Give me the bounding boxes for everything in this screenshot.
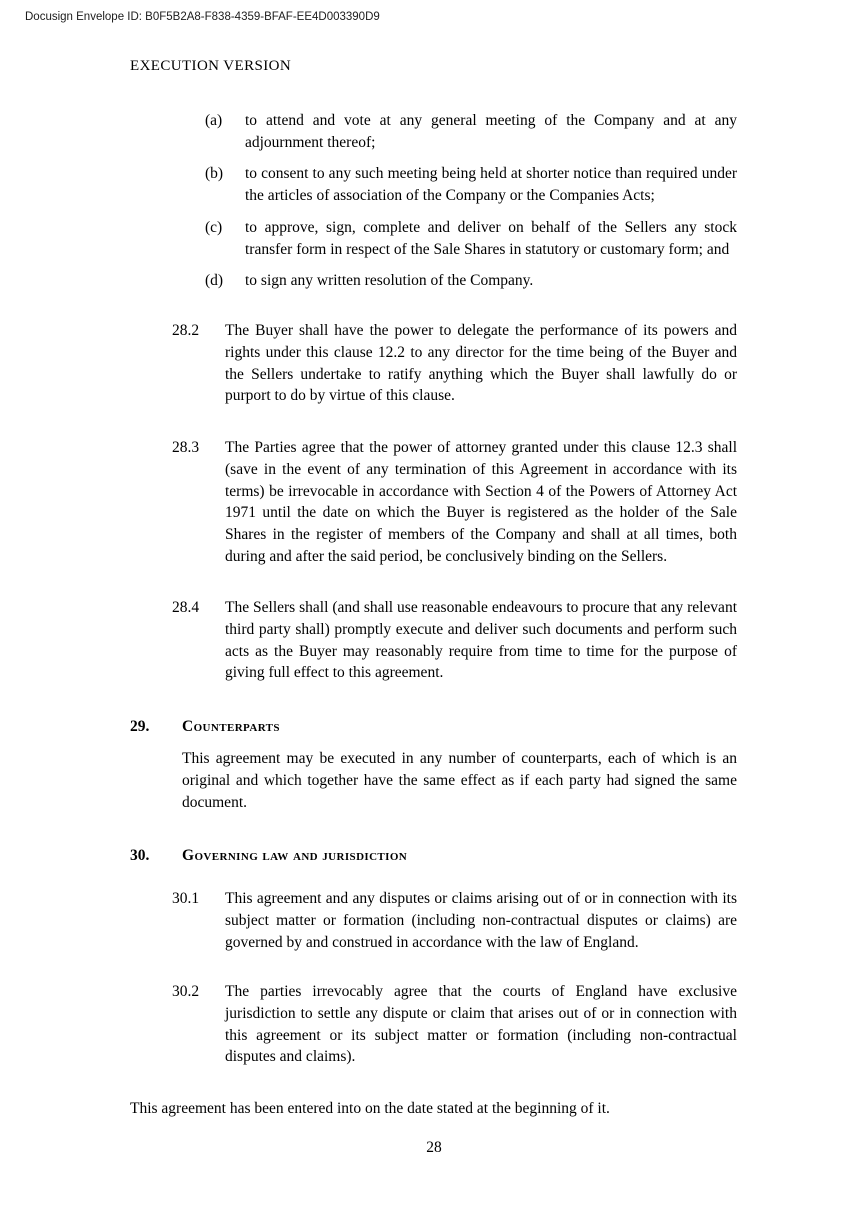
subclause-b <box>205 163 737 207</box>
subclause-c <box>205 217 737 261</box>
subclause-label: (b) <box>205 165 224 182</box>
closing-statement: This agreement has been entered into on the date stated at the beginning of it. <box>130 1100 610 1117</box>
docusign-envelope-id: Docusign Envelope ID: B0F5B2A8-F838-4359-BFAF-EE4D003390D9 <box>25 11 380 23</box>
subclause-d <box>205 270 737 292</box>
clause-28-2 <box>172 320 737 407</box>
subclause-text: to approve, sign, complete and deliver on behalf of the Sellers any stock transfer form in respect of the Sale Shares in statutory or customary form; and <box>245 219 737 258</box>
subclause-label: (a) <box>205 112 223 129</box>
subclause-text: to consent to any such meeting being held at shorter notice than required under the articles of association of the Company or the Companies Acts; <box>245 165 737 204</box>
clause-number: 30.2 <box>172 983 200 1000</box>
clause-number: 28.4 <box>172 599 200 616</box>
subclause-text: to attend and vote at any general meeting of the Company and at any adjournment thereof; <box>245 112 737 151</box>
clause-number: 28.3 <box>172 439 200 456</box>
clause-30-2 <box>172 981 737 1068</box>
clause-text: The Buyer shall have the power to delegate the performance of its powers and rights under this clause 12.2 to any director for the time being of the Buyer and the Sellers undertake to ratify anything which the Buyer shall lawfully do or purport to do by virtue of this clause. <box>225 322 737 405</box>
execution-version-label: EXECUTION VERSION <box>130 58 292 74</box>
subclause-label: (c) <box>205 219 223 236</box>
section-number: 30. <box>130 847 150 864</box>
clause-28-3 <box>172 437 737 568</box>
clause-30-1 <box>172 888 737 953</box>
section-title: Governing law and jurisdiction <box>182 847 408 864</box>
clause-text: The parties irrevocably agree that the courts of England have exclusive jurisdiction to settle any dispute or claim that arises out of or in connection with this agreement or its subject matter or formation (including non-contractual disputes and claims). <box>225 983 737 1066</box>
subclause-a <box>205 110 737 154</box>
subclause-text: to sign any written resolution of the Company. <box>245 272 534 289</box>
section-29-heading <box>130 716 737 738</box>
subclause-label: (d) <box>205 272 224 289</box>
section-30-heading <box>130 845 737 867</box>
clause-28-4 <box>172 597 737 684</box>
section-29-paragraph: This agreement may be executed in any number of counterparts, each of which is an original and which together have the same effect as if each party had signed the same document. <box>182 750 737 811</box>
page-number: 28 <box>426 1139 442 1156</box>
clause-number: 30.1 <box>172 890 200 907</box>
clause-text: This agreement and any disputes or claims arising out of or in connection with its subject matter or formation (including non-contractual disputes or claims) are governed by and construed in accordance with the law of England. <box>225 890 737 951</box>
clause-text: The Parties agree that the power of attorney granted under this clause 12.3 shall (save in the event of any termination of this Agreement in accordance with its terms) be irrevocable in accordance with Section 4 of the Powers of Attorney Act 1971 until the date on which the Buyer is registered as the holder of the Sale Shares in the register of members of the Company and shall at all times, both during and after the said period, be conclusively binding on the Sellers. <box>225 439 737 565</box>
section-number: 29. <box>130 718 150 735</box>
clause-number: 28.2 <box>172 322 200 339</box>
clause-text: The Sellers shall (and shall use reasonable endeavours to procure that any relevant third party shall) promptly execute and deliver such documents and perform such acts as the Buyer may reasonably require from time to time for the purpose of giving full effect to this agreement. <box>225 599 737 682</box>
section-title: Counterparts <box>182 718 280 735</box>
